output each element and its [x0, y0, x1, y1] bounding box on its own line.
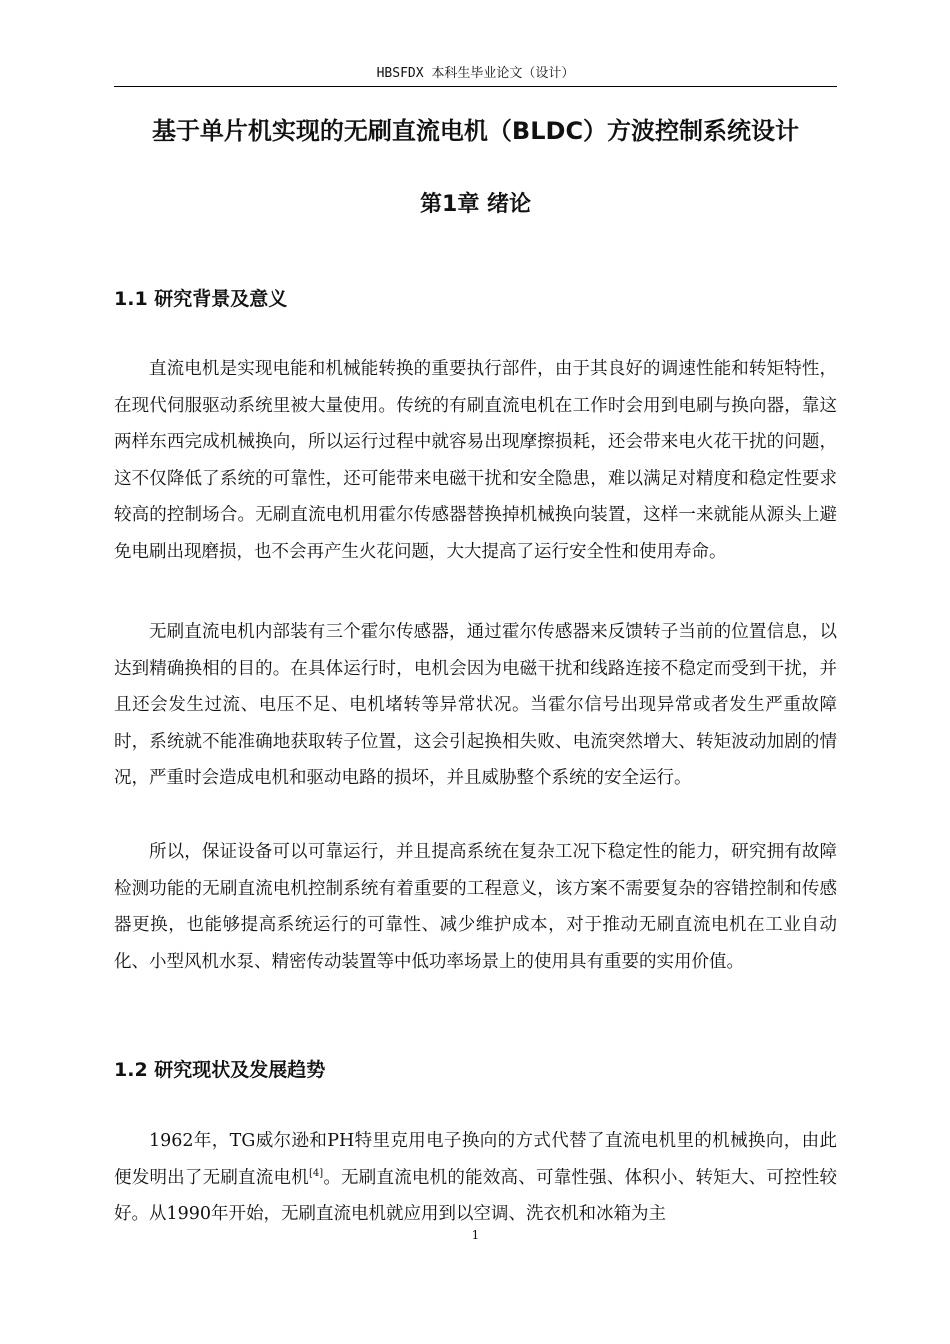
section-heading-1-1: 1.1 研究背景及意义	[114, 288, 288, 310]
paragraph-3: 所以，保证设备可以可靠运行，并且提高系统在复杂工况下稳定性的能力，研究拥有故障检测功能的无刷直流电机控制系统有着重要的工程意义，该方案不需要复杂的容错控制和传感器更换，也能够提高系统运行的可靠性、减少维护成本，对于推动无刷直流电机在工业自动化、小型风机水泵、精密传动装置等中低功率场景上的使用具有重要的实用价值。	[114, 842, 837, 972]
page-number: 1	[471, 1228, 480, 1242]
paragraph-4-text-b: 。无刷直流电机的能效高、可靠性强、体积小、转矩大、可控性较好。从1990年开始，无刷直流电机就应用到以空调、洗衣机和冰箱为主	[114, 1167, 838, 1224]
thesis-title: 基于单片机实现的无刷直流电机（BLDC）方波控制系统设计	[151, 117, 800, 145]
paragraph-2: 无刷直流电机内部装有三个霍尔传感器，通过霍尔传感器来反馈转子当前的位置信息，以达到精确换相的目的。在具体运行时，电机会因为电磁干扰和线路连接不稳定而受到干扰，并且还会发生过流、电压不足、电机堵转等异常状况。当霍尔信号出现异常或者发生严重故障时，系统就不能准确地获取转子位置，这会引起换相失败、电流突然增大、转矩波动加剧的情况，严重时会造成电机和驱动电路的损坏，并且威胁整个系统的安全运行。	[114, 622, 837, 788]
paragraph-1: 直流电机是实现电能和机械能转换的重要执行部件，由于其良好的调速性能和转矩特性，在现代伺服驱动系统里被大量使用。传统的有刷直流电机在工作时会用到电刷与换向器，靠这两样东西完成机械换向，所以运行过程中就容易出现摩擦损耗，还会带来电火花干扰的问题，这不仅降低了系统的可靠性，还可能带来电磁干扰和安全隐患，难以满足对精度和稳定性要求较高的控制场合。无刷直流电机用霍尔传感器替换掉机械换向装置，这样一来就能从源头上避免电刷出现磨损，也不会再产生火花问题，大大提高了运行安全性和使用寿命。	[114, 359, 837, 562]
paragraph-4	[114, 1123, 837, 1233]
section-heading-1-2: 1.2 研究现状及发展趋势	[114, 1059, 326, 1081]
page-header: HBSFDX 本科生毕业论文（设计）	[114, 62, 837, 87]
citation-ref[interactable]: [4]	[308, 1167, 324, 1179]
paragraph-4-text-a: 1962年，TG威尔逊和PH特里克用电子换向的方式代替了直流电机里的机械换向，由此便发明出了无刷直流电机	[114, 1131, 837, 1188]
chapter-heading: 第1章 绪论	[420, 192, 531, 217]
